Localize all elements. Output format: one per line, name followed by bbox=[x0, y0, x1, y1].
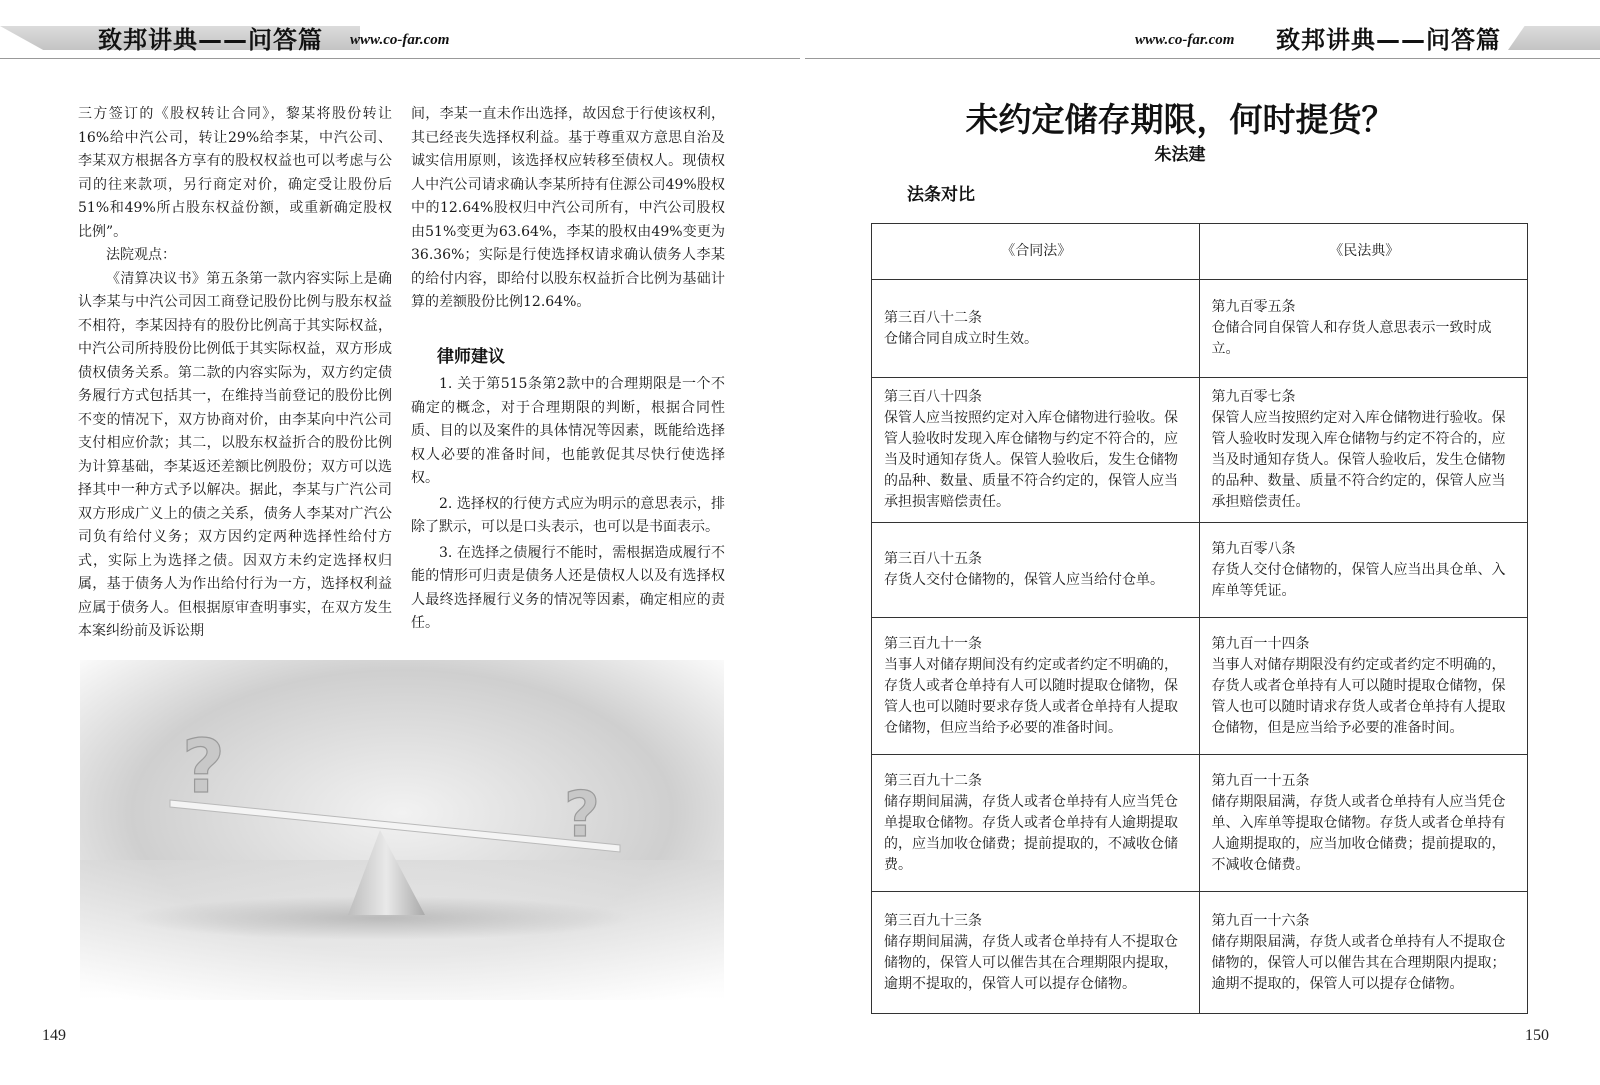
table-header-civil-code: 《民法典》 bbox=[1199, 224, 1528, 280]
law-comparison-section-label: 法条对比 bbox=[895, 181, 1020, 209]
table-row bbox=[872, 378, 1528, 523]
article-author: 朱法建 bbox=[1154, 145, 1206, 165]
article-number: 第三百八十五条 bbox=[884, 551, 982, 567]
article-number: 第九百零七条 bbox=[1211, 389, 1296, 405]
article-number: 第三百八十四条 bbox=[884, 389, 982, 405]
article-text: 仓储合同自成立时生效。 bbox=[884, 330, 1038, 347]
article-text: 仓储合同自保管人和存货人意思表示一致时成立。 bbox=[1211, 320, 1492, 357]
table-cell bbox=[1199, 892, 1528, 1014]
article-number: 第九百零八条 bbox=[1211, 540, 1296, 557]
right-header-band bbox=[1508, 26, 1600, 50]
advice-item: 2. 选择权的行使方式应为明示的意思表示，排除了默示，可以是口头表示，也可以是书面表示。 bbox=[411, 495, 725, 535]
table-cell bbox=[1199, 523, 1528, 618]
balance-seesaw-illustration bbox=[80, 660, 724, 1000]
article-text: 存货人交付仓储物的，保管人应当给付仓单。 bbox=[884, 572, 1164, 588]
table-cell bbox=[872, 523, 1200, 618]
article-text: 当事人对储存期间没有约定或者约定不明确的，存货人或者仓单持有人可以随时提取仓储物，保管人也可以随时要求存货人或者仓单持有人提取仓储物，但应当给予必要的准备时间。 bbox=[884, 656, 1178, 736]
article-text: 保管人应当按照约定对入库仓储物进行验收。保管人验收时发现入库仓储物与约定不符合的，应当及时通知存货人。保管人验收后，发生仓储物的品种、数量、质量不符合约定的，保管人应当承担赔偿责任。 bbox=[1211, 410, 1506, 510]
right-header-url[interactable]: www.co-far.com bbox=[1135, 32, 1235, 48]
article-text: 保管人应当按照约定对入库仓储物进行验收。保管人验收时发现入库仓储物与约定不符合的，应当及时通知存货人。保管人验收后，发生仓储物的品种、数量、质量不符合约定的，保管人应当承担损害赔偿责任。 bbox=[884, 410, 1178, 510]
table-cell bbox=[1199, 618, 1528, 755]
article-title: 未约定储存期限，何时提货？ bbox=[965, 100, 1395, 139]
article-text: 储存期间届满，存货人或者仓单持有人不提取仓储物的，保管人可以催告其在合理期限内提取，逾期不提取的，保管人可以提存仓储物。 bbox=[884, 933, 1178, 992]
table-cell bbox=[872, 378, 1200, 523]
left-header-rule bbox=[0, 58, 800, 59]
table-cell bbox=[1199, 280, 1528, 378]
court-opinion-label: 法院观点： bbox=[106, 247, 176, 263]
lawyer-advice-body bbox=[411, 373, 725, 636]
article-number: 第九百一十四条 bbox=[1211, 635, 1310, 652]
law-comparison-table bbox=[871, 223, 1528, 1014]
table-header-row bbox=[872, 224, 1528, 280]
article-number: 第三百八十二条 bbox=[884, 309, 982, 326]
table-cell bbox=[872, 755, 1200, 892]
table-row bbox=[872, 755, 1528, 892]
question-mark-icon: ? bbox=[564, 778, 600, 851]
article-text: 存货人交付仓储物的，保管人应当出具仓单、入库单等凭证。 bbox=[1211, 561, 1506, 599]
right-header-title: 致邦讲典——问答篇 bbox=[1276, 26, 1501, 54]
advice-item: 3. 在选择之债履行不能时，需根据造成履行不能的情形可归责是债务人还是债权人以及有选择权人最终选择履行义务的情况等因素，确定相应的责任。 bbox=[411, 544, 725, 631]
table-cell bbox=[1199, 755, 1528, 892]
paragraph: 间，李某一直未作出选择，故因怠于行使该权利，其已经丧失选择权利益。基于尊重双方意思自治及诚实信用原则，该选择权应转移至债权人。现债权人中汽公司请求确认李某所持有住源公司49%股权中的12.64%股权归中汽公司所有，中汽公司股权由51%变更为63.64%，李某的股权由49%变更为36.36%；实际是行使选择权请求确认债务人李某的给付内容，即给付以股东权益折合比例为基础计算的差额股份比例12.64%。 bbox=[411, 106, 725, 310]
advice-item: 1. 关于第515条第2款中的合理期限是一个不确定的概念，对于合理期限的判断，根据合同性质、目的以及案件的具体情况等因素，既能给选择权人必要的准备时间，也能敦促其尽快行使选择权。 bbox=[411, 376, 725, 486]
article-text: 当事人对储存期限没有约定或者约定不明确的，存货人或者仓单持有人可以随时提取仓储物，保管人也可以随时请求存货人或者仓单持有人提取仓储物，但是应当给予必要的准备时间。 bbox=[1211, 656, 1506, 736]
right-header-rule bbox=[805, 58, 1600, 59]
left-header-url[interactable]: www.co-far.com bbox=[350, 32, 450, 48]
table-row bbox=[872, 523, 1528, 618]
table-row bbox=[872, 618, 1528, 755]
left-column-1 bbox=[78, 103, 392, 644]
table-cell bbox=[872, 892, 1200, 1014]
article-text: 储存期限届满，存货人或者仓单持有人应当凭仓单、入库单等提取仓储物。存货人或者仓单持有人逾期提取的，应当加收仓储费；提前提取的，不减收仓储费。 bbox=[1211, 793, 1506, 873]
table-row bbox=[872, 892, 1528, 1014]
question-mark-icon: ? bbox=[182, 724, 225, 810]
article-number: 第九百一十六条 bbox=[1211, 912, 1310, 929]
table-cell bbox=[872, 618, 1200, 755]
paragraph: 三方签订的《股权转让合同》，黎某将股份转让16%给中汽公司，转让29%给李某，中汽公司、李某双方根据各方享有的股权权益也可以考虑与公司的往来款项，另行商定对价，确定受让股份后51%和49%所占股东权益份额，或重新确定股权比例”。 bbox=[78, 106, 392, 240]
article-number: 第九百一十五条 bbox=[1211, 772, 1310, 789]
article-number: 第三百九十三条 bbox=[884, 912, 982, 929]
lawyer-advice-section-label: 律师建议 bbox=[425, 343, 550, 371]
table-header-contract-law: 《合同法》 bbox=[872, 224, 1200, 280]
article-text: 储存期限届满，存货人或者仓单持有人不提取仓储物的，保管人可以催告其在合理期限内提取；逾期不提取的，保管人可以提存仓储物。 bbox=[1211, 933, 1506, 992]
table-cell bbox=[872, 280, 1200, 378]
left-header-title: 致邦讲典——问答篇 bbox=[98, 26, 323, 54]
article-number: 第九百零五条 bbox=[1211, 299, 1296, 315]
page-number-right: 150 bbox=[1525, 1027, 1549, 1044]
page-number-left: 149 bbox=[42, 1027, 66, 1044]
article-text: 储存期间届满，存货人或者仓单持有人应当凭仓单提取仓储物。存货人或者仓单持有人逾期提取的，应当加收仓储费；提前提取的，不减收仓储费。 bbox=[884, 793, 1178, 873]
article-number: 第三百九十一条 bbox=[884, 635, 982, 652]
article-number: 第三百九十二条 bbox=[884, 772, 982, 789]
table-row bbox=[872, 280, 1528, 378]
left-column-2 bbox=[411, 103, 725, 315]
table-cell bbox=[1199, 378, 1528, 523]
paragraph: 《清算决议书》第五条第一款内容实际上是确认李某与中汽公司因工商登记股份比例与股东权益不相符，李某因持有的股份比例高于其实际权益，中汽公司所持股份比例低于其实际权益，双方形成债权债务关系。第二款的内容实际为，双方约定债务履行方式包括其一，在维持当前登记的股份比例不变的情况下，双方协商对价，由李某向中汽公司支付相应价款；其二，以股东权益折合的股份比例为计算基础，李某返还差额比例股份；双方可以选择其中一种方式予以解决。据此，李某与广汽公司双方形成广义上的债之关系，债务人李某对广汽公司负有给付义务；双方因约定两种选择性给付方式，实际上为选择之债。因双方未约定选择权归属，基于债务人为作出给付行为一方，选择权利益应属于债务人。但根据原审查明事实，在双方发生本案纠纷前及诉讼期 bbox=[78, 270, 392, 639]
